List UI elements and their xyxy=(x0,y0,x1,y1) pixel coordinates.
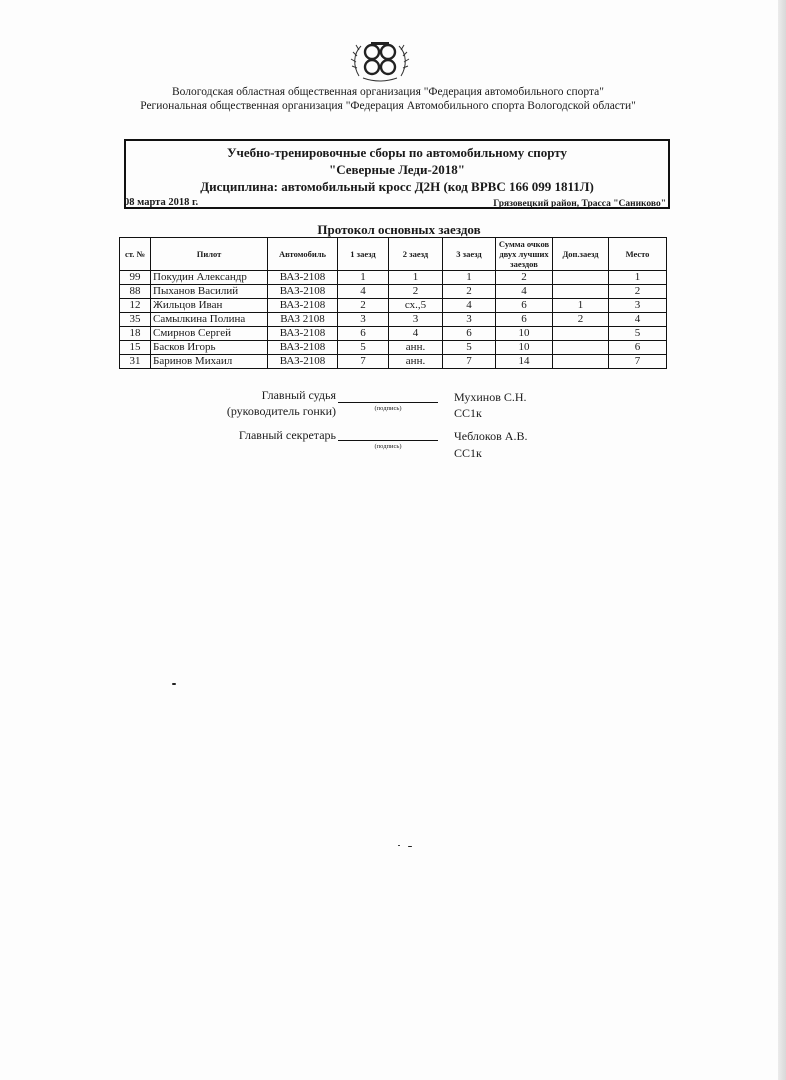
page-edge-shadow xyxy=(778,0,786,1080)
org-name-line-2: Региональная общественная организация "Федерация Автомобильного спорта Вологодской области" xyxy=(140,100,636,112)
cell-race-2: 1 xyxy=(389,271,443,285)
header-col-place: Место xyxy=(609,238,667,271)
cell-extra-race xyxy=(553,341,609,355)
header-col-race-1: 1 заезд xyxy=(338,238,389,271)
secretary-name: Чеблоков А.В. xyxy=(454,429,528,443)
judge-name: Мухинов С.Н. xyxy=(454,390,527,404)
cell-place: 4 xyxy=(609,313,667,327)
results-table xyxy=(119,237,667,369)
header-col-pilot: Пилот xyxy=(151,238,268,271)
cell-extra-race: 1 xyxy=(553,299,609,313)
event-title: Учебно-тренировочные сборы по автомобильному спорту xyxy=(227,145,567,160)
cell-extra-race xyxy=(553,355,609,369)
cell-race-2: 2 xyxy=(389,285,443,299)
table-row xyxy=(120,299,667,313)
cell-pilot: Басков Игорь xyxy=(151,341,268,355)
cell-points-sum: 6 xyxy=(496,299,553,313)
cell-race-3: 1 xyxy=(443,271,496,285)
cell-pilot: Покудин Александр xyxy=(151,271,268,285)
cell-race-3: 6 xyxy=(443,327,496,341)
cell-pilot: Баринов Михаил xyxy=(151,355,268,369)
secretary-signature-line xyxy=(338,440,438,441)
cell-place: 3 xyxy=(609,299,667,313)
table-row xyxy=(120,341,667,355)
header-col-points-sum: Сумма очков двух лучших заездов xyxy=(496,238,553,271)
scan-speck xyxy=(398,845,400,846)
cell-points-sum: 10 xyxy=(496,341,553,355)
cell-car: ВАЗ-2108 xyxy=(268,341,338,355)
cell-place: 5 xyxy=(609,327,667,341)
cell-race-1: 6 xyxy=(338,327,389,341)
cell-place: 1 xyxy=(609,271,667,285)
judge-rank: СС1к xyxy=(454,406,482,420)
cell-race-2: анн. xyxy=(389,355,443,369)
cell-car: ВАЗ-2108 xyxy=(268,285,338,299)
cell-number: 88 xyxy=(120,285,151,299)
cell-points-sum: 4 xyxy=(496,285,553,299)
cell-race-3: 3 xyxy=(443,313,496,327)
cell-number: 12 xyxy=(120,299,151,313)
judge-signature-line xyxy=(338,402,438,403)
cell-number: 99 xyxy=(120,271,151,285)
cell-car: ВАЗ-2108 xyxy=(268,271,338,285)
event-discipline: Дисциплина: автомобильный кросс Д2Н (код ВРВС 166 099 1811Л) xyxy=(200,179,594,194)
cell-points-sum: 14 xyxy=(496,355,553,369)
cell-race-2: анн. xyxy=(389,341,443,355)
cell-race-1: 4 xyxy=(338,285,389,299)
table-row xyxy=(120,355,667,369)
cell-number: 35 xyxy=(120,313,151,327)
cell-race-3: 5 xyxy=(443,341,496,355)
cell-race-2: 4 xyxy=(389,327,443,341)
judge-signature-caption: (подпись) xyxy=(374,405,402,412)
table-header-row xyxy=(120,238,667,271)
cell-points-sum: 6 xyxy=(496,313,553,327)
event-name: "Северные Леди-2018" xyxy=(328,162,466,177)
event-info-box xyxy=(124,139,670,209)
cell-pilot: Пыханов Василий xyxy=(151,285,268,299)
secretary-signature-caption: (подпись) xyxy=(374,443,402,450)
header-col-race-2: 2 заезд xyxy=(389,238,443,271)
cell-race-2: сх.,5 xyxy=(389,299,443,313)
judge-sublabel: (руководитель гонки) xyxy=(226,404,336,418)
cell-race-1: 5 xyxy=(338,341,389,355)
cell-race-1: 7 xyxy=(338,355,389,369)
cell-race-3: 4 xyxy=(443,299,496,313)
table-row xyxy=(120,327,667,341)
header-col-race-3: 3 заезд xyxy=(443,238,496,271)
header-col-number: ст. № xyxy=(120,238,151,271)
cell-extra-race: 2 xyxy=(553,313,609,327)
cell-number: 31 xyxy=(120,355,151,369)
cell-race-3: 2 xyxy=(443,285,496,299)
table-row xyxy=(120,285,667,299)
header-col-extra-race: Доп.заезд xyxy=(553,238,609,271)
cell-car: ВАЗ 2108 xyxy=(268,313,338,327)
cell-race-1: 1 xyxy=(338,271,389,285)
cell-race-1: 3 xyxy=(338,313,389,327)
event-place: Грязовецкий район, Трасса "Саниково" xyxy=(493,199,666,209)
cell-car: ВАЗ-2108 xyxy=(268,327,338,341)
scan-speck xyxy=(172,683,176,685)
cell-race-1: 2 xyxy=(338,299,389,313)
cell-car: ВАЗ-2108 xyxy=(268,299,338,313)
cell-pilot: Самылкина Полина xyxy=(151,313,268,327)
scan-speck xyxy=(408,846,412,847)
cell-points-sum: 2 xyxy=(496,271,553,285)
cell-place: 2 xyxy=(609,285,667,299)
event-date: 08 марта 2018 г. xyxy=(124,197,199,208)
cell-place: 6 xyxy=(609,341,667,355)
table-row xyxy=(120,313,667,327)
cell-pilot: Жильцов Иван xyxy=(151,299,268,313)
cell-extra-race xyxy=(553,271,609,285)
secretary-rank: СС1к xyxy=(454,446,482,460)
federation-emblem-icon xyxy=(349,36,411,84)
cell-number: 18 xyxy=(120,327,151,341)
cell-points-sum: 10 xyxy=(496,327,553,341)
judge-label: Главный судья xyxy=(261,388,336,402)
cell-race-2: 3 xyxy=(389,313,443,327)
secretary-label: Главный секретарь xyxy=(238,428,336,442)
cell-car: ВАЗ-2108 xyxy=(268,355,338,369)
cell-extra-race xyxy=(553,285,609,299)
cell-number: 15 xyxy=(120,341,151,355)
cell-place: 7 xyxy=(609,355,667,369)
header-col-car: Автомобиль xyxy=(268,238,338,271)
org-name-line-1: Вологодская областная общественная организация "Федерация автомобильного спорта" xyxy=(172,86,604,98)
cell-extra-race xyxy=(553,327,609,341)
cell-race-3: 7 xyxy=(443,355,496,369)
table-row xyxy=(120,271,667,285)
protocol-title: Протокол основных заездов xyxy=(317,222,481,237)
cell-pilot: Смирнов Сергей xyxy=(151,327,268,341)
